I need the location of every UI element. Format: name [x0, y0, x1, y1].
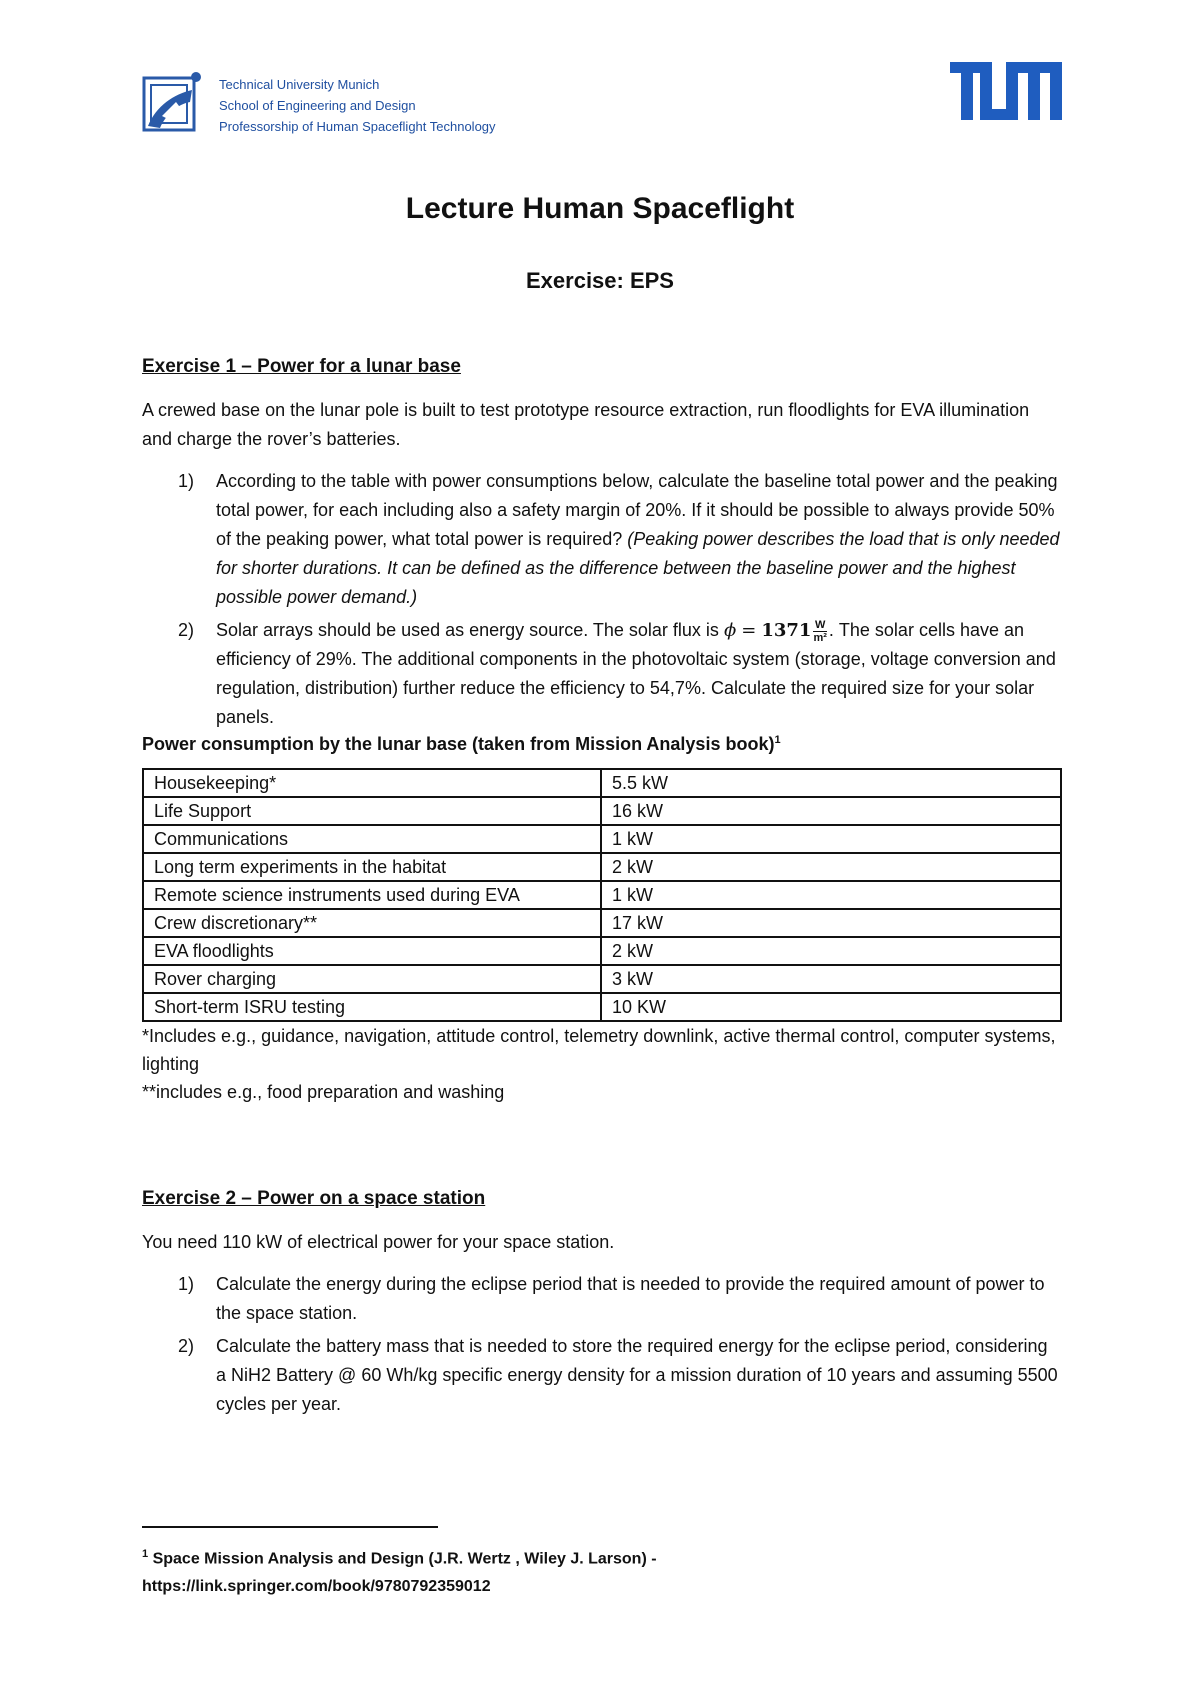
footnote [142, 1540, 1042, 1601]
item-text: Calculate the energy during the eclipse period that is needed to provide the required amount of power to the space station. [216, 1274, 1045, 1323]
flux-unit-fraction [813, 619, 826, 644]
item-text: Calculate the battery mass that is needed to store the required energy for the eclipse period, considering a NiH2 Battery @ 60 Wh/kg specific energy density for a mission duration of 10 years and assuming 5500 cycles per year. [216, 1336, 1058, 1414]
table-caption: Power consumption by the lunar base (taken from Mission Analysis book) [142, 734, 775, 754]
list-item [142, 467, 1062, 612]
hsf-professorship-logo-icon [142, 72, 204, 134]
list-item [142, 616, 1062, 732]
page-subtitle: Exercise: EPS [526, 268, 674, 293]
table-cell-power: 2 kW [601, 853, 1061, 881]
page-title: Lecture Human Spaceflight [405, 192, 795, 225]
table-row [143, 881, 1061, 909]
footnote-link[interactable]: https://link.springer.com/book/9780792359012 [142, 1578, 491, 1596]
power-table [142, 768, 1062, 1022]
table-row [143, 909, 1061, 937]
page-header [142, 70, 1062, 140]
flux-equals: = [741, 620, 757, 641]
table-note-housekeeping: *Includes e.g., guidance, navigation, attitude control, telemetry downlink, active thermal control, computer systems, lighting [142, 1026, 1056, 1074]
institution-block [219, 74, 496, 137]
list-item [142, 1270, 1062, 1328]
table-row [143, 937, 1061, 965]
item-text-after: . The solar cells have an efficiency of 29%. The additional components in the photovoltaic system (storage, voltage conversion and regulation, distribution) further reduce the efficiency to 54,7%. Calculate the required size for your solar panels. [216, 620, 1056, 727]
table-cell-item: Communications [143, 825, 601, 853]
item-text: According to the table with power consumptions below, calculate the baseline total power and the peaking total power, for each including also a safety margin of 20%. If it should be possible to always provide 50% of the peaking power, what total power is required? [216, 471, 1058, 549]
table-cell-item: Long term experiments in the habitat [143, 853, 601, 881]
table-cell-item: Crew discretionary** [143, 909, 601, 937]
tum-logo [950, 62, 1062, 122]
institution-line: Technical University Munich [219, 77, 380, 92]
item-number: 2) [178, 620, 195, 640]
list-item [142, 1332, 1062, 1419]
item-italic-note: (Peaking power describes the load that is only needed for shorter durations. It can be defined as the difference between the baseline power and the highest possible power demand.) [216, 529, 1060, 607]
exercise-2-list [142, 1270, 1062, 1419]
exercise-2-heading: Exercise 2 – Power on a space station [142, 1188, 486, 1209]
item-number: 1) [178, 1274, 195, 1294]
table-cell-power: 3 kW [601, 965, 1061, 993]
footnote-divider [142, 1526, 438, 1528]
table-row [143, 825, 1061, 853]
footnote-citation: Space Mission Analysis and Design (J.R. Wertz , Wiley J. Larson) - [148, 1550, 657, 1568]
table-note-crew: **includes e.g., food preparation and washing [142, 1082, 505, 1102]
table-cell-power: 17 kW [601, 909, 1061, 937]
table-row [143, 993, 1061, 1021]
table-cell-item: Rover charging [143, 965, 601, 993]
table-cell-power: 1 kW [601, 881, 1061, 909]
table-caption-block [142, 726, 1062, 759]
table-cell-item: Housekeeping* [143, 769, 601, 797]
table-row [143, 769, 1061, 797]
table-cell-item: Life Support [143, 797, 601, 825]
exercise-1-list [142, 467, 1062, 732]
exercise-1-intro: A crewed base on the lunar pole is built to test prototype resource extraction, run floodlights for EVA illumination and charge the rover’s batteries. [142, 400, 1030, 449]
flux-unit-denominator: m² [813, 631, 827, 644]
table-row [143, 965, 1061, 993]
flux-symbol: ϕ [723, 620, 737, 641]
table-cell-item: EVA floodlights [143, 937, 601, 965]
item-number: 1) [178, 471, 195, 491]
footnote-ref: 1 [774, 734, 781, 746]
table-row [143, 797, 1061, 825]
school-line: School of Engineering and Design [219, 98, 416, 113]
exercise-1-section [142, 352, 1062, 736]
table-cell-item: Short-term ISRU testing [143, 993, 601, 1021]
exercise-2-section [142, 1184, 1062, 1423]
exercise-1-heading: Exercise 1 – Power for a lunar base [142, 356, 461, 377]
item-number: 2) [178, 1336, 195, 1356]
table-cell-item: Remote science instruments used during EVA [143, 881, 601, 909]
table-cell-power: 16 kW [601, 797, 1061, 825]
flux-value: 1371 [761, 620, 812, 641]
item-text-before: Solar arrays should be used as energy source. The solar flux is [216, 620, 724, 640]
table-cell-power: 1 kW [601, 825, 1061, 853]
table-cell-power: 5.5 kW [601, 769, 1061, 797]
table-cell-power: 2 kW [601, 937, 1061, 965]
table-cell-power: 10 KW [601, 993, 1061, 1021]
footnote-marker: 1 [142, 1548, 149, 1560]
professorship-line: Professorship of Human Spaceflight Technology [219, 119, 496, 134]
flux-unit-numerator: W [814, 618, 826, 631]
table-row [143, 853, 1061, 881]
exercise-2-intro: You need 110 kW of electrical power for your space station. [142, 1232, 615, 1252]
power-table-block [142, 768, 1062, 1106]
